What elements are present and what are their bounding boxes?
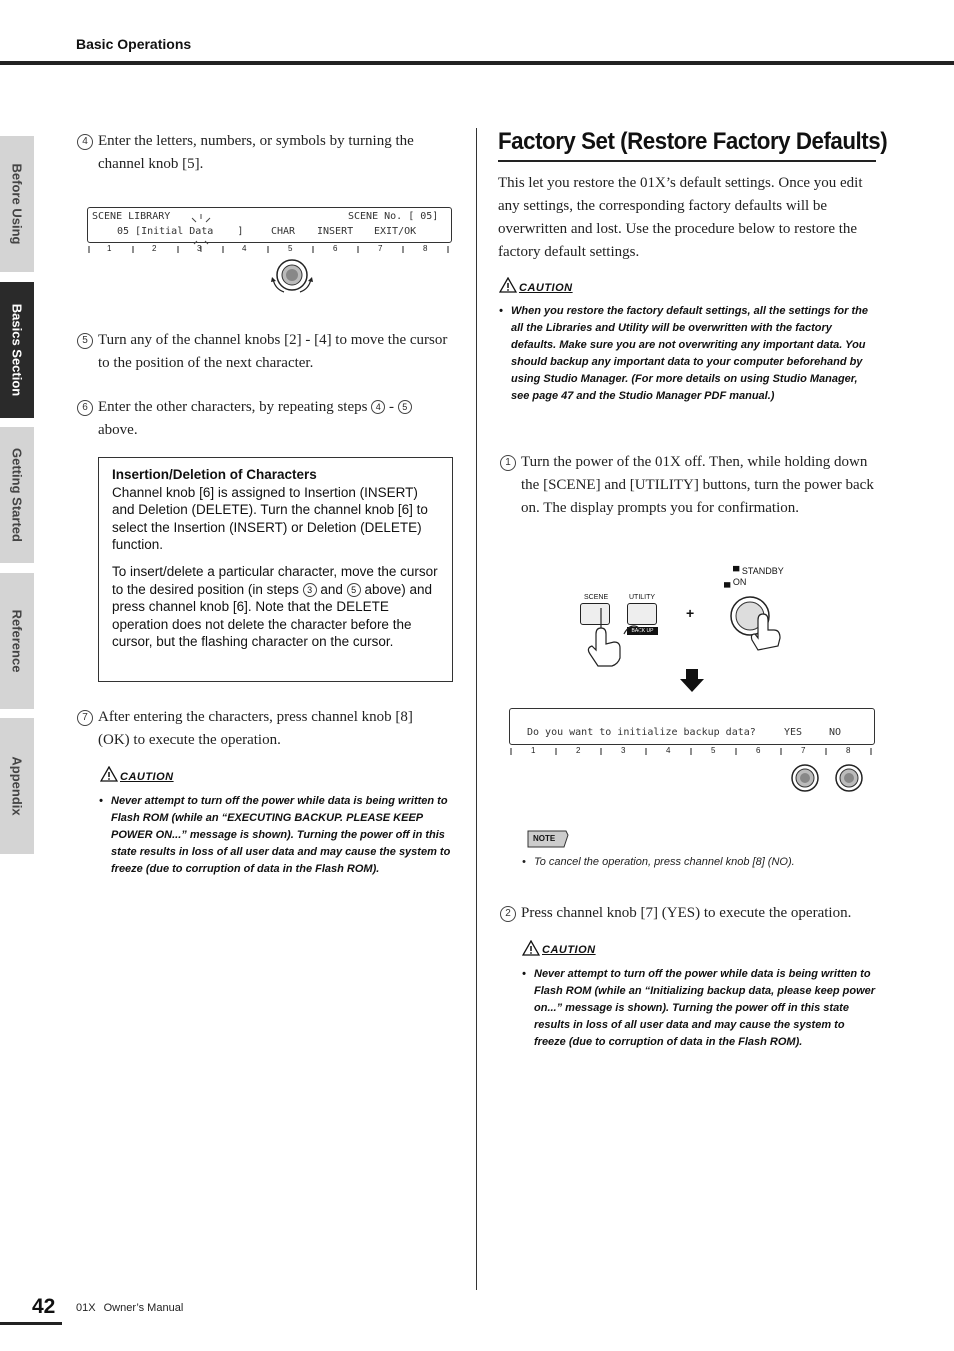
- step-6-text-b: above.: [98, 422, 138, 438]
- step-6-sep: -: [388, 399, 394, 415]
- step-6-text-a: Enter the other characters, by repeating steps: [98, 399, 368, 415]
- scale-label: 6: [756, 746, 761, 755]
- note-box-para2: [112, 563, 442, 651]
- scale-label: 3: [621, 746, 626, 755]
- lcd-scene-library: [87, 207, 452, 243]
- arrow-down-icon: [679, 669, 705, 693]
- note-box-heading: Insertion/Deletion of Characters: [112, 467, 317, 482]
- scale-label: 8: [423, 244, 428, 253]
- bullet-icon: •: [99, 795, 103, 807]
- tab-reference[interactable]: [0, 573, 34, 709]
- page-number: 42: [32, 1295, 56, 1318]
- note-label: NOTE: [533, 834, 556, 843]
- step-number: 7: [77, 710, 93, 726]
- lcd-insert: INSERT: [317, 226, 354, 237]
- caution-label: CAUTION: [519, 282, 573, 294]
- rotating-knob-icon: [268, 255, 316, 295]
- tab-basics-section[interactable]: [0, 282, 34, 418]
- tab-label: Basics Section: [9, 303, 25, 397]
- note-box-para1: Channel knob [6] is assigned to Insertion (INSERT) and Deletion (DELETE). Turn the channel knob [6] to select the Insertion (INSERT) or Deletion (DELETE) function.: [112, 484, 428, 553]
- warning-icon: [499, 277, 517, 293]
- scale-label: 2: [576, 746, 581, 755]
- step-ref: 5: [398, 400, 412, 414]
- scale-label: 4: [666, 746, 671, 755]
- note-box-and: and: [320, 581, 343, 597]
- note-box: [98, 457, 453, 682]
- knob-8-icon[interactable]: [834, 763, 864, 793]
- right-step-1-text: Turn the power of the 01X off. Then, while holding down the [SCENE] and [UTILITY] buttons, turn the power back on. The display prompts you for confirmation.: [521, 454, 874, 516]
- step-number: 1: [500, 455, 516, 471]
- scale-label: 1: [107, 244, 112, 253]
- scale-label: 5: [288, 244, 293, 253]
- lcd-no: NO: [829, 727, 842, 738]
- tab-label: Before Using: [9, 163, 25, 245]
- lcd-prompt: Do you want to initialize backup data?: [527, 727, 756, 738]
- step-5-text: Turn any of the channel knobs [2] - [4] to move the cursor to the position of the next character.: [98, 332, 448, 371]
- section-title: Factory Set (Restore Factory Defaults): [498, 128, 888, 155]
- caution-text-right-1: [499, 303, 877, 405]
- caution-label: CAUTION: [120, 771, 174, 783]
- caution-text: When you restore the factory default settings, all the settings for the all the Libraries and Utility will be overwritten with the factory defaults. Make sure you are not overwriting any important data. You should backup any important data to your computer beforehand by using Studio Manager. (For more details on using Studio Manager, see page 47 and the Studio Manager PDF manual.): [511, 305, 868, 402]
- lcd-exit-ok: EXIT/OK: [374, 226, 417, 237]
- scale-label: 6: [333, 244, 338, 253]
- standby-text: STANDBY: [741, 566, 784, 576]
- backup-label: BACK UP: [627, 627, 658, 635]
- step-4-text: Enter the letters, numbers, or symbols by turning the channel knob [5].: [98, 133, 414, 172]
- caution-text: Never attempt to turn off the power while data is being written to Flash ROM (while an “EXECUTING BACKUP. PLEASE KEEP POWER ON...” message is shown). Turning the power off in this state results in loss of all user data and may cause the system to freeze (due to corruption of data in the Flash ROM).: [111, 795, 451, 875]
- caution-text-right-2: [522, 966, 877, 1051]
- right-step-2-text: Press channel knob [7] (YES) to execute the operation.: [521, 905, 852, 921]
- plus-sign: +: [686, 605, 695, 621]
- lcd-scene-no: SCENE No. [ 05]: [348, 211, 439, 222]
- footer-text: [76, 1302, 191, 1314]
- section-intro: This let you restore the 01X’s default settings. Once you edit any settings, the corresponding factory defaults will be overwritten and lost. Use the procedure below to restore the factory default settings.: [498, 175, 863, 260]
- scale-label: 4: [242, 244, 247, 253]
- on-text: ON: [732, 577, 747, 587]
- note-box-para2-a: To insert/delete a particular character, move the cursor to the desired position (in steps: [112, 563, 438, 597]
- lcd-yes: YES: [784, 727, 803, 738]
- standby-label: ▀ STANDBY: [733, 566, 784, 576]
- step-number: 6: [77, 400, 93, 416]
- tab-appendix[interactable]: [0, 718, 34, 854]
- warning-icon: [522, 940, 540, 956]
- scale-label: 7: [378, 244, 383, 253]
- header-rule: [0, 61, 954, 65]
- tab-label: Appendix: [9, 756, 25, 816]
- footer-manual: Owner’s Manual: [103, 1302, 184, 1314]
- tab-before-using[interactable]: [0, 136, 34, 272]
- caution-label: CAUTION: [542, 944, 596, 956]
- channel-scale-ticks: [509, 747, 875, 757]
- scale-label: 2: [152, 244, 157, 253]
- scale-label: 7: [801, 746, 806, 755]
- note-bullet-icon: •: [522, 856, 526, 868]
- footer-rule: [0, 1322, 62, 1325]
- lcd-char: CHAR: [271, 226, 296, 237]
- caution-text-left: [99, 793, 454, 878]
- tab-label: Getting Started: [9, 448, 25, 542]
- lcd-name-row: 05 [Initial Data ]: [117, 226, 244, 237]
- scale-label: 5: [711, 746, 716, 755]
- note-box-para2-b: above) and press channel knob [6]. Note that the DELETE operation does not delete the character before the cursor, but the flashing character on the cursor.: [112, 581, 433, 650]
- scale-label: 1: [531, 746, 536, 755]
- warning-icon: [100, 766, 118, 782]
- step-number: 4: [77, 134, 93, 150]
- tab-getting-started[interactable]: [0, 427, 34, 563]
- header-title: Basic Operations: [76, 36, 192, 52]
- step-7-text: After entering the characters, press channel knob [8](OK) to execute the operation.: [98, 709, 413, 748]
- note-text: To cancel the operation, press channel knob [8] (NO).: [534, 856, 795, 868]
- section-rule: [498, 160, 876, 162]
- caution-text: Never attempt to turn off the power while data is being written to Flash ROM (while an “Initializing backup data, please keep power on...” message is shown). Turning the power off in this state results in loss of all user data and may cause the system to freeze (due to corruption of data in the Flash ROM).: [534, 968, 876, 1048]
- lcd-title: SCENE LIBRARY: [92, 211, 171, 222]
- hand-pressing-icon: [584, 604, 664, 668]
- scale-label: 8: [846, 746, 851, 755]
- column-divider: [476, 128, 477, 1290]
- step-ref: 4: [371, 400, 385, 414]
- knob-7-icon[interactable]: [790, 763, 820, 793]
- step-number: 2: [500, 906, 516, 922]
- step-ref: 3: [303, 583, 317, 597]
- tab-label: Reference: [9, 609, 25, 673]
- power-switch-icon[interactable]: [728, 594, 784, 652]
- lcd-initialize-prompt: [509, 708, 875, 745]
- bullet-icon: •: [499, 305, 503, 317]
- utility-label: UTILITY: [629, 594, 656, 601]
- footer-product: 01X: [76, 1302, 96, 1314]
- step-ref: 5: [347, 583, 361, 597]
- scene-label: SCENE: [584, 594, 609, 601]
- channel-scale-ticks: [87, 245, 452, 255]
- on-label: ▄ ON: [724, 577, 747, 587]
- bullet-icon: •: [522, 968, 526, 980]
- step-6-text: [98, 396, 454, 442]
- step-number: 5: [77, 333, 93, 349]
- note-icon: [526, 829, 570, 849]
- scale-label: 3: [197, 244, 202, 253]
